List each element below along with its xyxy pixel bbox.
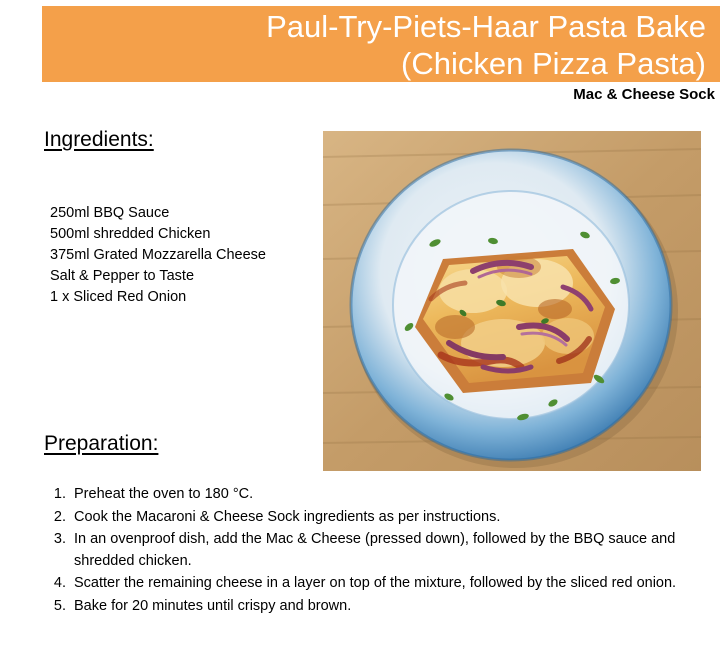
- list-item: 1 x Sliced Red Onion: [50, 289, 187, 305]
- list-item: Salt & Pepper to Taste: [50, 268, 195, 284]
- step-number: 2.: [53, 508, 66, 525]
- recipe-photo-illustration: [323, 131, 701, 471]
- page-title-line-2: (Chicken Pizza Pasta): [401, 46, 706, 81]
- list-item: [44, 507, 704, 529]
- preparation-steps: [44, 484, 704, 618]
- page-title-line-1: Paul-Try-Piets-Haar Pasta Bake: [266, 9, 706, 44]
- step-text: Scatter the remaining cheese in a layer on top of the mixture, followed by the sliced red onion.: [74, 575, 677, 591]
- list-item: [44, 484, 704, 506]
- step-number: 3.: [53, 531, 66, 547]
- step-text: Cook the Macaroni & Cheese Sock ingredients as per instructions.: [74, 508, 501, 525]
- list-item: [44, 596, 704, 618]
- list-item: 500ml shredded Chicken: [50, 226, 211, 242]
- recipe-photo: [323, 131, 701, 471]
- list-item: [44, 529, 704, 572]
- step-number: 1.: [53, 486, 66, 502]
- step-text: In an ovenproof dish, add the Mac & Cheese (pressed down), followed by the BBQ sauce and shredded chicken.: [74, 531, 676, 569]
- subtitle: Mac & Cheese Sock: [573, 86, 715, 103]
- ingredients-heading: Ingredients:: [44, 128, 154, 151]
- title-banner: [42, 6, 720, 82]
- list-item: 375ml Grated Mozzarella Cheese: [50, 247, 266, 263]
- preparation-heading: Preparation:: [44, 432, 159, 455]
- step-text: Bake for 20 minutes until crispy and brown.: [74, 597, 352, 614]
- step-text: Preheat the oven to 180 °C.: [74, 486, 254, 502]
- step-number: 4.: [53, 575, 66, 591]
- list-item: [44, 573, 704, 595]
- step-number: 5.: [53, 597, 66, 614]
- ingredients-list: [50, 203, 310, 308]
- list-item: 250ml BBQ Sauce: [50, 205, 170, 221]
